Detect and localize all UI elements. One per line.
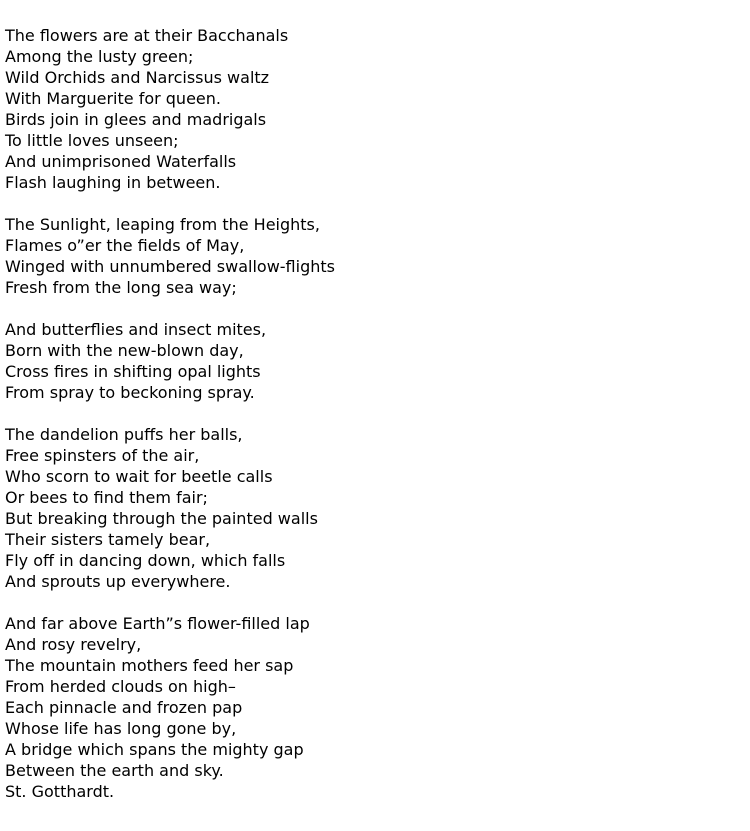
poem-line: Flash laughing in between. [5,173,221,192]
poem-line: And butterflies and insect mites, [5,320,267,339]
poem-line: The mountain mothers feed her sap [5,656,294,675]
poem-line: The Sunlight, leaping from the Heights, [5,215,320,234]
stanza-4 [5,424,335,592]
poem-line: Their sisters tamely bear, [5,530,211,549]
poem-line: From herded clouds on high– [5,677,236,696]
poem-line: To little loves unseen; [5,131,179,150]
stanza-1 [5,25,335,193]
poem-line: A bridge which spans the mighty gap [5,740,304,759]
poem-line: And sprouts up everywhere. [5,572,231,591]
poem-line: Cross fires in shifting opal lights [5,362,261,381]
stanza-2 [5,214,335,298]
poem-line: Who scorn to wait for beetle calls [5,467,273,486]
poem-line: Birds join in glees and madrigals [5,110,267,129]
poem-line: And rosy revelry, [5,635,142,654]
poem-line: Each pinnacle and frozen pap [5,698,243,717]
poem-line: And unimprisoned Waterfalls [5,152,237,171]
stanza-5 [5,613,335,802]
poem-line: Whose life has long gone by, [5,719,237,738]
poem-line: Among the lusty green; [5,47,194,66]
poem-line: The dandelion puffs her balls, [5,425,243,444]
poem-line: The flowers are at their Bacchanals [5,26,289,45]
poem-line: Fly off in dancing down, which falls [5,551,286,570]
poem-line: But breaking through the painted walls [5,509,318,528]
stanza-3 [5,319,335,403]
poem-line: Fresh from the long sea way; [5,278,237,297]
poem-line: Or bees to find them fair; [5,488,208,507]
poem [5,25,335,802]
poem-line: Free spinsters of the air, [5,446,200,465]
poem-line: Winged with unnumbered swallow-flights [5,257,335,276]
poem-line: With Marguerite for queen. [5,89,221,108]
poem-line: Wild Orchids and Narcissus waltz [5,68,270,87]
poem-line: And far above Earth”s flower-filled lap [5,614,310,633]
poem-signature: St. Gotthardt. [5,782,115,801]
poem-line: Born with the new-blown day, [5,341,244,360]
poem-line: Between the earth and sky. [5,761,224,780]
poem-line: Flames o”er the fields of May, [5,236,245,255]
poem-line: From spray to beckoning spray. [5,383,255,402]
